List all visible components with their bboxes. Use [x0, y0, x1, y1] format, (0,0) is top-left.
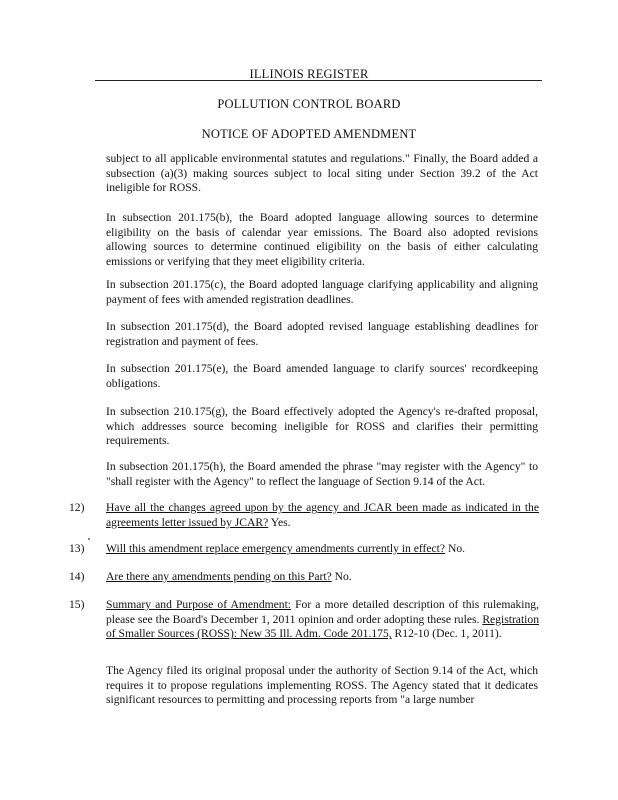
- item-12-question: Have all the changes agreed upon by the agency and JCAR been made as indicated in the agreements letter issued by JCAR?: [106, 501, 539, 529]
- paragraph-201-175-d: In subsection 201.175(d), the Board adopted revised language establishing deadlines for registration and payment of fees.: [106, 320, 538, 348]
- item-15-citation: Registration of Smaller Sources (ROSS): New 35 Ill. Adm. Code 201.175,: [106, 612, 539, 641]
- item-number-13: 13): [69, 542, 85, 555]
- paragraph-continuation: subject to all applicable environmental statutes and regulations." Finally, the Board added a subsection (a)(3) making sources subject to local siting under Section 39.2 of the Act ineligible for ROSS.: [106, 152, 538, 195]
- item-13-answer: No.: [447, 542, 466, 555]
- item-number-14: 14): [69, 570, 85, 583]
- header-rule: [95, 80, 542, 81]
- scan-speck: [88, 538, 90, 540]
- item-number-12: 12): [69, 501, 85, 514]
- item-12: [106, 501, 539, 530]
- item-15-question: Summary and Purpose of Amendment:: [106, 598, 292, 611]
- item-15: [106, 598, 539, 642]
- paragraph-201-175-c: In subsection 201.175(c), the Board adopted language clarifying applicability and aligning payment of fees with amended registration deadlines.: [106, 278, 538, 306]
- paragraph-201-175-h: In subsection 201.175(h), the Board amended the phrase "may register with the Agency" to "shall register with the Agency" to reflect the language of Section 9.14 of the Act.: [106, 460, 538, 488]
- notice-title: NOTICE OF ADOPTED AMENDMENT: [201, 127, 417, 141]
- item-14-question: Are there any amendments pending on this Part?: [106, 570, 332, 583]
- item-14: [106, 570, 539, 585]
- item-13: [106, 542, 539, 557]
- item-12-answer: Yes.: [270, 515, 291, 529]
- item-13-question: Will this amendment replace emergency amendments currently in effect?: [106, 542, 446, 555]
- register-title: ILLINOIS REGISTER: [249, 67, 369, 81]
- board-title: POLLUTION CONTROL BOARD: [217, 97, 401, 111]
- item-14-answer: No.: [334, 570, 352, 583]
- paragraph-210-175-g: In subsection 210.175(g), the Board effectively adopted the Agency's re-drafted proposal, which addresses source becoming ineligible for ROSS and clarifies their permitting requirements.: [106, 405, 538, 448]
- item-15-citation-tail: R12-10 (Dec. 1, 2011).: [394, 627, 502, 641]
- item-15-answer: For a more detailed description of this rulemaking, please see the Board's December 1, 2011 opinion and order adopting these rules.: [106, 598, 540, 626]
- paragraph-201-175-e: In subsection 201.175(e), the Board amended language to clarify sources' recordkeeping obligations.: [106, 362, 538, 390]
- final-paragraph: The Agency filed its original proposal under the authority of Section 9.14 of the Act, which requires it to propose regulations implementing ROSS. The Agency stated that it dedicates significant resources to permitting and processing reports from "a large number: [106, 664, 538, 707]
- paragraph-201-175-b: In subsection 201.175(b), the Board adopted language allowing sources to determine eligibility on the basis of calendar year emissions. The Board also adopted revisions allowing sources to determine continued eligibility on the basis of either calculating emissions or verifying that they meet eligibility criteria.: [106, 211, 538, 268]
- item-number-15: 15): [69, 598, 85, 611]
